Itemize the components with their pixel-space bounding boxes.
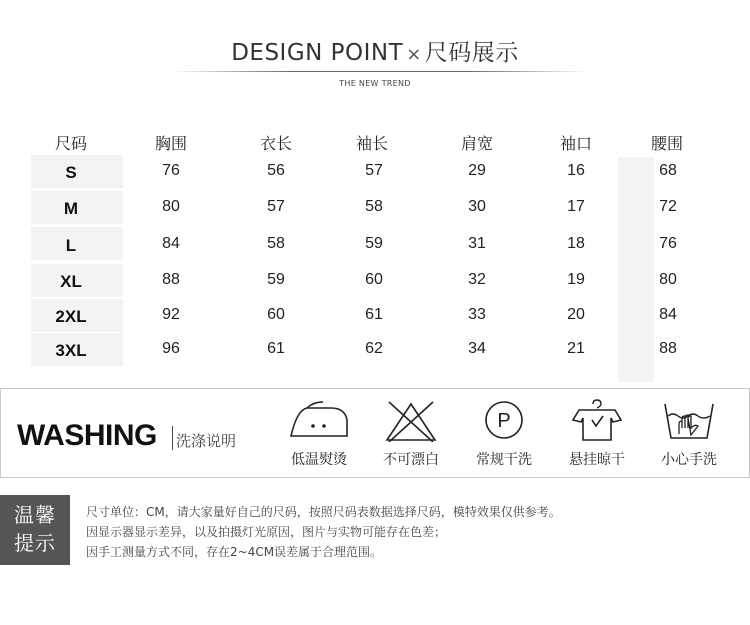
table-cell: 72: [659, 198, 677, 215]
size-label: XL: [60, 272, 82, 291]
table-cell: 20: [567, 306, 585, 323]
no-bleach-icon: [379, 398, 443, 442]
table-cell: 84: [659, 306, 677, 323]
table-cell: 58: [365, 198, 383, 215]
table-cell: 30: [468, 198, 486, 215]
table-cell: 56: [267, 162, 285, 179]
title-divider: [170, 71, 590, 72]
size-label: M: [63, 199, 79, 218]
table-cell: 31: [468, 235, 486, 252]
size-label: L: [65, 236, 77, 255]
hand-wash-icon: [657, 398, 721, 442]
wash-item-label: 悬挂晾干: [569, 452, 625, 468]
size-label: 3XL: [55, 341, 87, 360]
table-cell: 29: [468, 162, 486, 179]
page-subtitle: THE NEW TREND: [339, 79, 411, 88]
page-title: DESIGN POINT × 尺码展示: [231, 40, 519, 66]
table-cell: 88: [162, 271, 180, 288]
table-cell: 60: [267, 306, 285, 323]
wash-item-label: 小心手洗: [661, 452, 717, 468]
table-cell: 60: [365, 271, 383, 288]
col-header-chest: 胸围: [154, 134, 187, 153]
washing-divider: [172, 426, 173, 450]
col-header-shoulder: 肩宽: [460, 134, 493, 153]
hang-dry-icon: [565, 398, 629, 442]
table-cell: 34: [468, 340, 486, 357]
table-cell: 33: [468, 306, 486, 323]
col-header-cuff: 袖口: [559, 134, 592, 153]
table-cell: 57: [267, 198, 285, 215]
table-cell: 62: [365, 340, 383, 357]
wash-item-label: 不可漂白: [383, 452, 439, 468]
table-cell: 58: [267, 235, 285, 252]
table-cell: 16: [567, 162, 585, 179]
tip-line: 尺寸单位：CM，请大家量好自己的尺码，按照尺码表数据选择尺码，模特效果仅供参考。: [86, 505, 561, 519]
table-cell: 96: [162, 340, 180, 357]
wash-item-label: 低温熨烫: [291, 452, 347, 468]
col-header-sleeve: 袖长: [355, 134, 388, 153]
table-cell: 32: [468, 271, 486, 288]
iron-low-temp-icon: [287, 398, 351, 442]
table-cell: 61: [267, 340, 285, 357]
table-cell: 18: [567, 235, 585, 252]
table-cell: 76: [162, 162, 180, 179]
size-label: S: [65, 163, 77, 182]
table-cell: 84: [162, 235, 180, 252]
table-cell: 88: [659, 340, 677, 357]
table-cell: 76: [659, 235, 677, 252]
col-header-size: 尺码: [54, 134, 87, 153]
washing-title: WASHING: [17, 419, 157, 452]
table-cell: 59: [267, 271, 285, 288]
dry-clean-p-icon: [472, 398, 536, 442]
table-cell: 19: [567, 271, 585, 288]
table-cell: 61: [365, 306, 383, 323]
table-cell: 17: [567, 198, 585, 215]
table-cell: 80: [659, 271, 677, 288]
col-header-waist: 腰围: [650, 134, 683, 153]
table-cell: 21: [567, 340, 585, 357]
table-cell: 57: [365, 162, 383, 179]
washing-subtitle: 洗涤说明: [176, 432, 237, 450]
table-cell: 68: [659, 162, 677, 179]
table-cell: 80: [162, 198, 180, 215]
col-header-length: 衣长: [259, 134, 292, 153]
svg-text:P: P: [497, 410, 511, 432]
wash-item-label: 常规干洗: [476, 452, 532, 468]
table-cell: 92: [162, 306, 180, 323]
tip-line: 因显示器显示差异，以及拍摄灯光原因，图片与实物可能存在色差；: [86, 525, 447, 539]
size-label: 2XL: [55, 307, 87, 326]
tips-badge-label: 温馨 提示: [14, 503, 56, 555]
tip-line: 因手工测量方式不同，存在2~4CM误差属于合理范围。: [86, 545, 383, 559]
table-cell: 59: [365, 235, 383, 252]
